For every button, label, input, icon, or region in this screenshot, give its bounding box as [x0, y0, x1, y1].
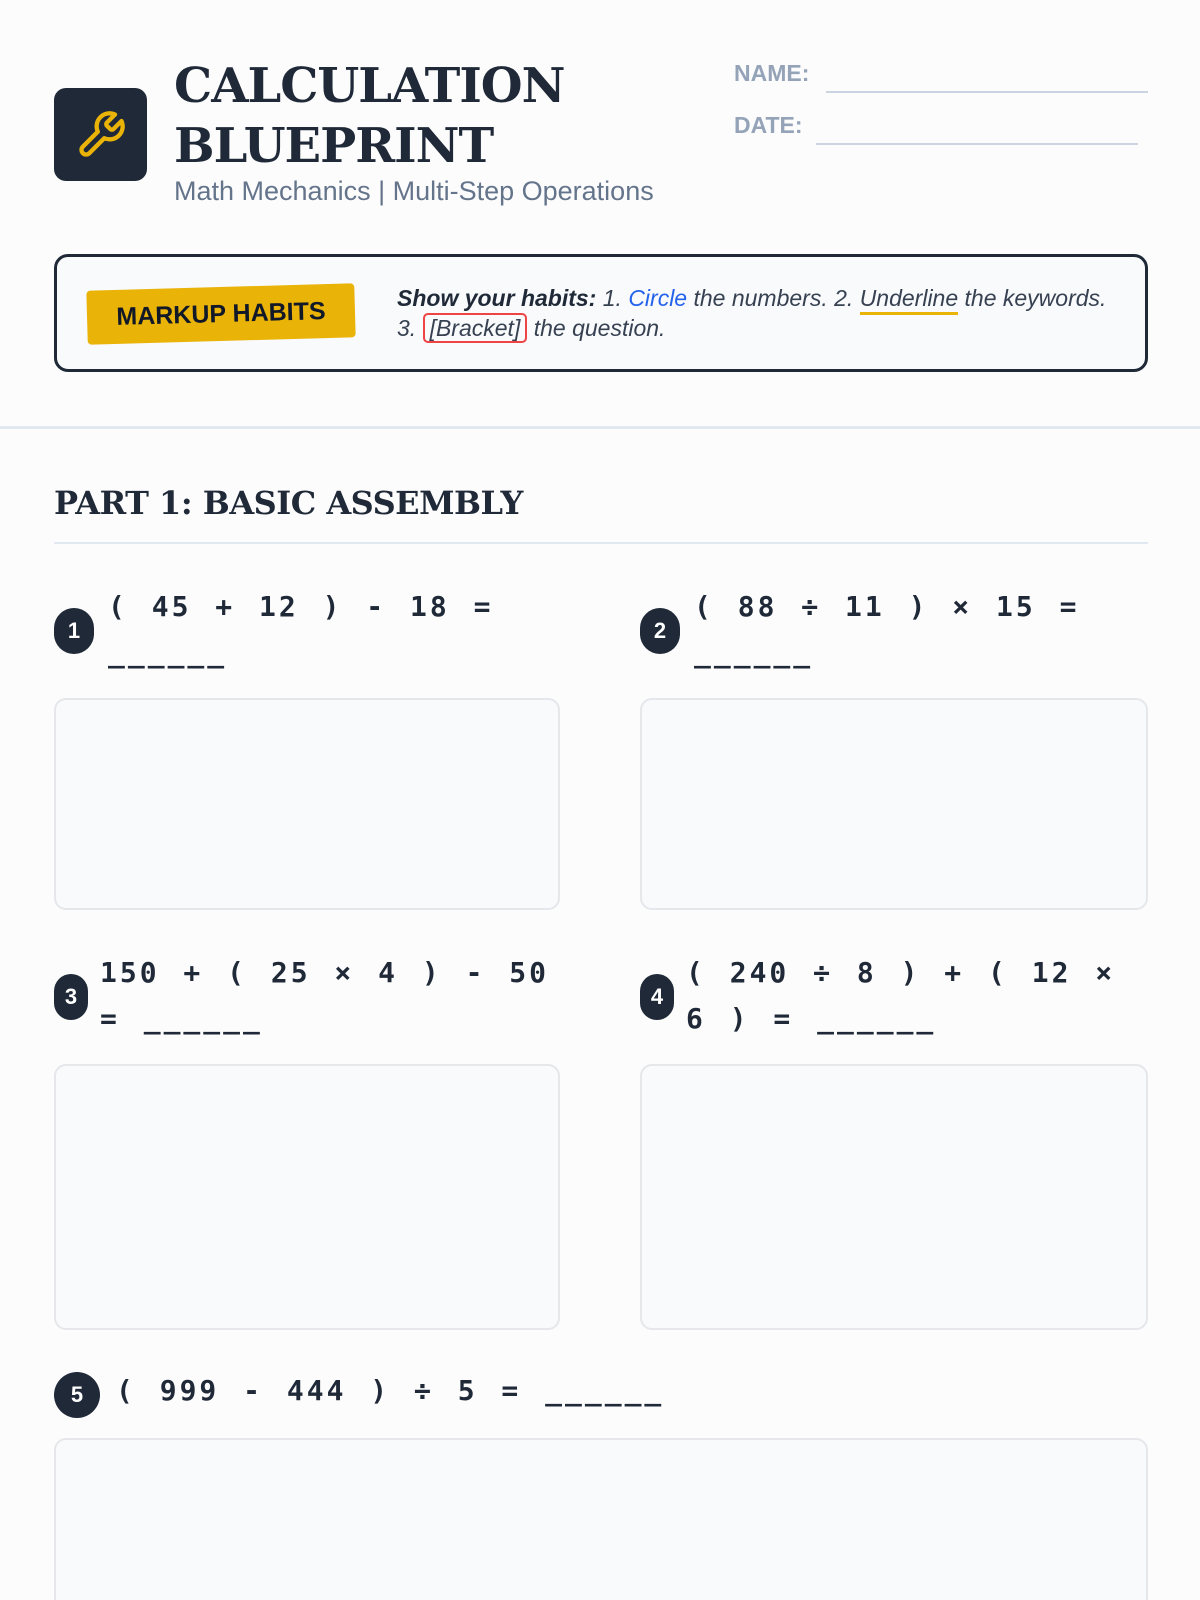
habits-step1-prefix: 1. [596, 285, 629, 311]
worksheet-header [54, 56, 1148, 216]
habits-step3-rest: the question. [527, 315, 666, 341]
underline-keyword: Underline [860, 285, 958, 315]
work-area-5[interactable] [54, 1438, 1148, 1600]
title-line-1: CALCULATION [174, 58, 565, 114]
date-line[interactable] [816, 143, 1138, 145]
page-subtitle: Math Mechanics | Multi-Step Operations [174, 176, 654, 206]
circle-keyword: Circle [628, 285, 688, 311]
habits-instructions [397, 283, 1117, 343]
date-label: DATE: [734, 112, 803, 138]
work-area-2[interactable] [640, 698, 1148, 910]
bracket-keyword: [Bracket] [423, 313, 528, 343]
problem-expression: 150 + ( 25 × 4 ) - 50 = ______ [100, 956, 550, 1035]
problem-number-badge: 1 [54, 608, 94, 654]
problem-number-badge: 2 [640, 608, 680, 654]
logo [54, 88, 147, 181]
section-rule [54, 542, 1148, 544]
problem-expression: ( 45 + 12 ) - 18 = ______ [108, 590, 494, 669]
work-area-1[interactable] [54, 698, 560, 910]
habits-lead: Show your habits: [397, 285, 597, 311]
markup-habits-badge: MARKUP HABITS [86, 283, 355, 344]
title-line-2: BLUEPRINT [174, 118, 494, 174]
problem-number-badge: 3 [54, 974, 88, 1020]
date-field[interactable] [734, 108, 1148, 160]
markup-habits-box [54, 254, 1148, 372]
page-title [174, 56, 564, 176]
name-field[interactable] [734, 56, 1148, 108]
student-fields [734, 56, 1148, 160]
problem-expression: ( 88 ÷ 11 ) × 15 = ______ [694, 590, 1080, 669]
name-label: NAME: [734, 60, 810, 86]
work-area-4[interactable] [640, 1064, 1148, 1330]
habits-step1-rest: the numbers. 2. [687, 285, 860, 311]
name-line[interactable] [826, 91, 1148, 93]
section-title: PART 1: BASIC ASSEMBLY [54, 484, 523, 522]
problem-number-badge: 5 [54, 1372, 100, 1418]
wrench-icon [75, 109, 127, 161]
problem-number-badge: 4 [640, 974, 674, 1020]
habits-step2-rest: the keywords. 3. [397, 285, 1107, 341]
problem-expression: ( 240 ÷ 8 ) + ( 12 × 6 ) = ______ [686, 956, 1116, 1035]
work-area-3[interactable] [54, 1064, 560, 1330]
problem-expression: ( 999 - 444 ) ÷ 5 = ______ [116, 1374, 665, 1407]
header-divider [0, 426, 1200, 429]
